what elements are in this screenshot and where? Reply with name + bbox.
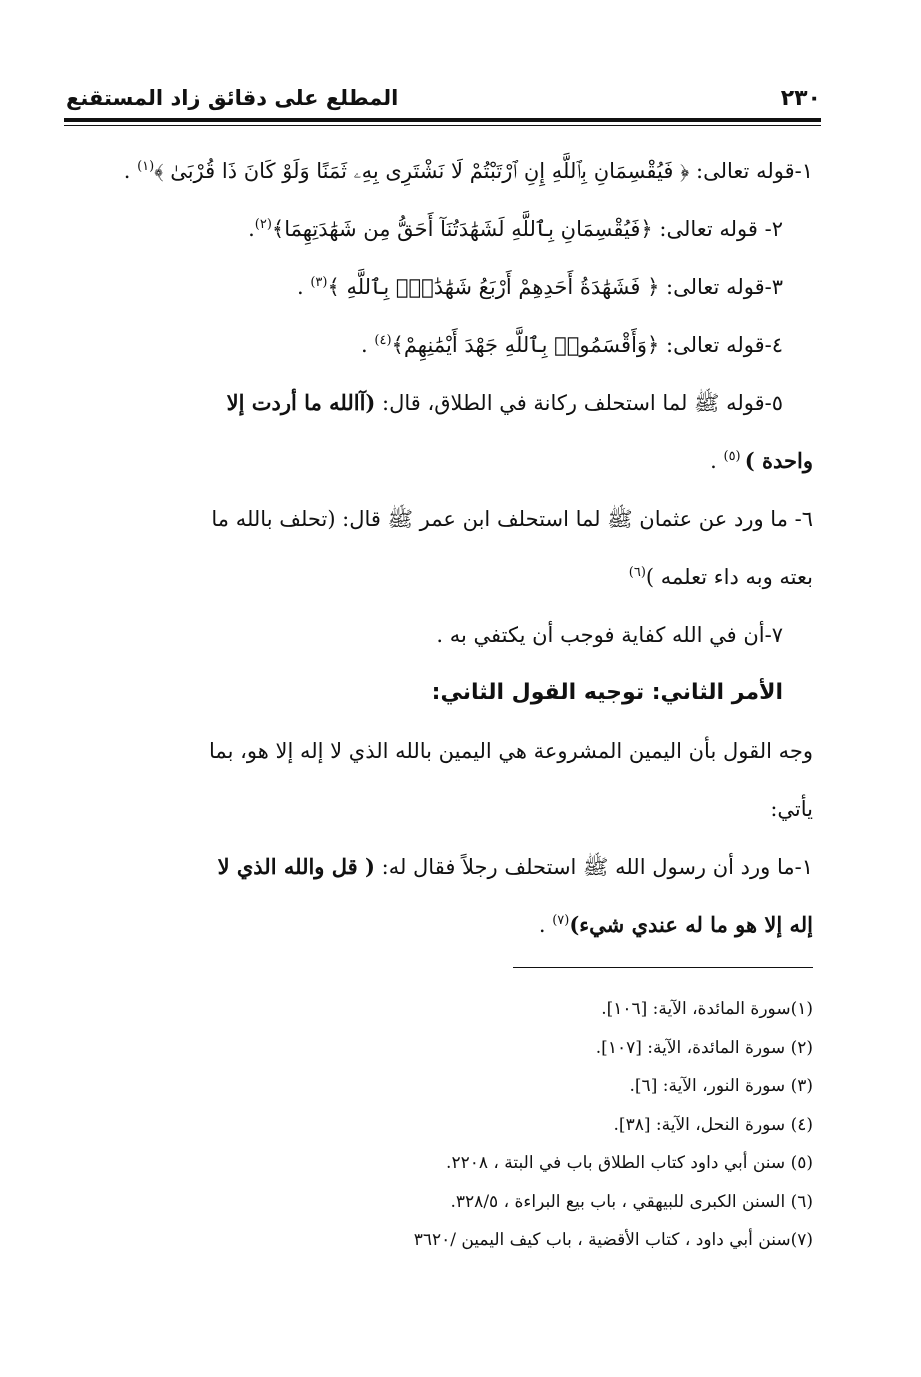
evidence-6-text-cont: بعته وبه داء تعلمه ) — [645, 565, 813, 589]
main-text — [70, 142, 813, 954]
footnote-2: (٢) سورة المائدة، الآية: [١٠٧]. — [595, 1037, 813, 1058]
evidence-3-end: . — [296, 275, 311, 299]
footnote-3: (٣) سورة النور، الآية: [٦]. — [629, 1076, 813, 1096]
section-heading: الأمر الثاني: توجيه القول الثاني: — [431, 680, 783, 705]
paragraph-line-1b — [70, 780, 813, 838]
paragraph-2-text: ١-ما ورد أن رسول الله ﷺ استحلف رجلاً فقال له: — [374, 855, 813, 879]
evidence-line-6a — [70, 490, 813, 548]
evidence-5-quote-cont: واحدة ) — [744, 448, 813, 473]
footnote-ref-1: (١) — [137, 159, 155, 174]
footnote-1: (١)سورة المائدة، الآية: [١٠٦]. — [601, 999, 813, 1019]
evidence-5-end: . — [710, 449, 724, 473]
evidence-line-5b — [70, 432, 813, 490]
evidence-5-text: ٥-قوله ﷺ لما استحلف ركانة في الطلاق، قال: — [375, 391, 783, 415]
paragraph-1-text: وجه القول بأن اليمين المشروعة هي اليمين بالله الذي لا إله إلا هو، بما — [209, 739, 813, 763]
evidence-line-2 — [70, 200, 813, 258]
footnote-ref-2: (٢) — [254, 217, 272, 232]
paragraph-2-end: . — [538, 913, 553, 937]
footnote-6: (٦) السنن الكبرى للبيهقي ، باب بيع البراءة ، ٣٢٨/٥. — [450, 1191, 813, 1212]
paragraph-line-1a — [70, 722, 813, 780]
footnote-ref-3: (٣) — [310, 275, 328, 290]
evidence-2-verse: ﴿فَيُقْسِمَانِ بِٱللَّهِ لَشَهَٰدَتُنَآ أَحَقُّ مِن شَهَٰدَتِهِمَا﴾ — [271, 217, 653, 241]
evidence-line-6b — [70, 548, 813, 606]
evidence-4-end: . — [361, 333, 375, 357]
footnote-ref-6: (٦) — [628, 565, 646, 580]
running-title: المطلع على دقائق زاد المستقنع — [66, 86, 399, 110]
footnote-7: (٧)سنن أبي داود ، كتاب الأقضية ، باب كيف اليمين /٣٦٢٠ — [413, 1230, 813, 1250]
evidence-4-verse: ﴿وَأَقْسَمُوا۟ بِٱللَّهِ جَهْدَ أَيْمَٰنِهِمْ﴾ — [391, 333, 660, 357]
evidence-line-3 — [70, 258, 813, 316]
evidence-3-label: ٣-قوله تعالى: — [659, 275, 783, 299]
evidence-line-7 — [70, 606, 813, 664]
evidence-2-end: . — [248, 217, 255, 241]
paragraph-1-text-cont: يأتي: — [770, 797, 813, 821]
evidence-line-5a — [70, 374, 813, 432]
evidence-1-end: . — [123, 159, 138, 183]
evidence-6-text: ٦- ما ورد عن عثمان ﷺ لما استحلف ابن عمر ﷺ قال: (تحلف بالله ما — [211, 507, 813, 531]
page-header — [66, 78, 821, 118]
header-rule-thin — [64, 125, 821, 126]
footnotes — [200, 990, 813, 1260]
evidence-line-4 — [70, 316, 813, 374]
page-number: ٢٣٠ — [780, 85, 821, 111]
evidence-4-label: ٤-قوله تعالى: — [659, 333, 783, 357]
evidence-2-label: ٢- قوله تعالى: — [652, 217, 783, 241]
paragraph-2-quote: ( قل والله الذي لا — [217, 854, 375, 879]
evidence-7-text: ٧-أن في الله كفاية فوجب أن يكتفي به . — [436, 623, 783, 647]
header-rule-thick — [64, 118, 821, 122]
footnote-5: (٥) سنن أبي داود كتاب الطلاق باب في البتة ، ٢٢٠٨. — [446, 1153, 813, 1173]
footnote-ref-7: (٧) — [552, 913, 570, 928]
paragraph-line-2a — [70, 838, 813, 896]
footnote-4: (٤) سورة النحل، الآية: [٣٨]. — [613, 1114, 813, 1135]
evidence-3-verse: ﴿ فَشَهَٰدَةُ أَحَدِهِمْ أَرْبَعُ شَهَٰدَٰتٍۭ بِٱللَّهِ ﴾ — [327, 275, 660, 299]
paragraph-2-quote-cont: إله إلا هو ما له عندي شيء) — [569, 912, 813, 937]
footnote-separator — [513, 967, 813, 968]
evidence-5-quote: (آالله ما أردت إلا — [226, 390, 376, 415]
footnote-ref-4: (٤) — [374, 333, 392, 348]
evidence-1-verse: ﴿ فَيُقْسِمَانِ بِٱللَّهِ إِنِ ٱرْتَبْتُمْ لَا نَشْتَرِى بِهِۦ ثَمَنًا وَلَوْ كَانَ ذَا قُرْبَىٰ ﴾ — [154, 159, 690, 183]
paragraph-line-2b — [70, 896, 813, 954]
evidence-line-1 — [70, 142, 813, 200]
footnote-ref-5: (٥) — [723, 449, 745, 464]
evidence-1-label: ١-قوله تعالى: — [689, 159, 813, 183]
